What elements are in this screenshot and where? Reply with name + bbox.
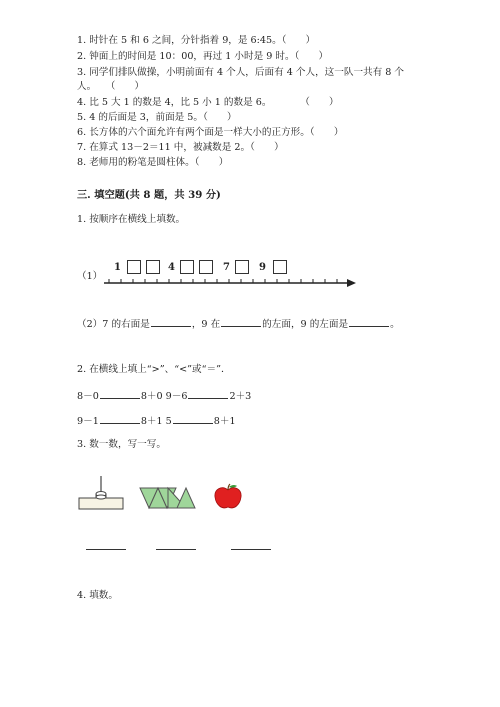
q3-stem: 3. 数一数，写一写。 [77,439,166,450]
judge-item-6: 6. 长方体的六个面允许有两个面是一样大小的正方形。（ ） [77,127,344,138]
fill-blank[interactable] [100,414,140,424]
number-line-figure [77,253,357,293]
q1-stem: 1. 按顺序在横线上填数。 [77,214,186,225]
expr: 9－1 [77,416,99,427]
q1-part2-mid2: 的左面，9 的左面是 [262,319,349,330]
answer-box[interactable] [273,260,287,274]
q4-stem: 4. 填数。 [77,590,118,601]
cylinder-on-box-figure [78,472,126,512]
q1-part2-end: 。 [390,319,400,330]
section-title: 三. 填空题(共 8 题，共 39 分) [77,189,221,201]
answer-box[interactable] [199,260,213,274]
fill-blank[interactable] [173,414,213,424]
number-line-label-9: 9 [259,262,266,273]
answer-box[interactable] [146,260,160,274]
expr: 8＋1 [213,416,236,427]
number-line [77,253,357,293]
judge-item-4: 4. 比 5 大 1 的数是 4，比 5 小 1 的数是 6。 （ ） [77,97,339,108]
apple-icon [213,483,243,511]
fill-blank[interactable] [349,317,389,327]
q2-stem: 2. 在横线上填上“>”、“<”或“＝”． [77,364,231,375]
judge-item-1: 1. 时针在 5 和 6 之间，分针指着 9，是 6:45。（ ） [77,35,316,46]
q1-part2 [77,317,400,331]
expr: 2＋3 [229,391,252,402]
answer-line[interactable] [231,549,271,550]
expr: 8＋1 5 [140,416,172,427]
q2-row2 [77,414,236,428]
number-line-label-1: 1 [114,262,121,273]
answer-line[interactable] [156,549,196,550]
judge-item-2: 2. 钟面上的时间是 10：00，再过 1 小时是 9 时。（ ） [77,51,329,62]
fill-blank[interactable] [100,389,140,399]
judge-item-3-cont: 人。 （ ） [77,81,145,92]
fill-blank[interactable] [221,317,261,327]
judge-item-7: 7. 在算式 13－2＝11 中，被减数是 2。（ ） [77,142,284,153]
answer-box[interactable] [127,260,141,274]
number-line-label-4: 4 [168,262,175,273]
judge-item-5: 5. 4 的后面是 3，前面是 5。（ ） [77,112,237,123]
fill-blank[interactable] [188,389,228,399]
q1-part2-prefix: （2）7 的右面是 [77,319,150,330]
fill-blank[interactable] [151,317,191,327]
triangles-figure [139,486,199,512]
expr: 8－0 [77,391,99,402]
answer-box[interactable] [180,260,194,274]
judge-item-3: 3. 同学们排队做操，小明前面有 4 个人，后面有 4 个人，这一队一共有 8 个 [77,67,405,78]
number-line-prefix: （1） [77,271,103,282]
number-line-label-7: 7 [223,262,230,273]
q2-row1 [77,389,251,403]
judge-item-8: 8. 老师用的粉笔是圆柱体。（ ） [77,157,229,168]
q1-part2-mid1: ，9 在 [191,319,221,330]
answer-box[interactable] [235,260,249,274]
expr: 8＋0 9－6 [140,391,188,402]
answer-line[interactable] [86,549,126,550]
